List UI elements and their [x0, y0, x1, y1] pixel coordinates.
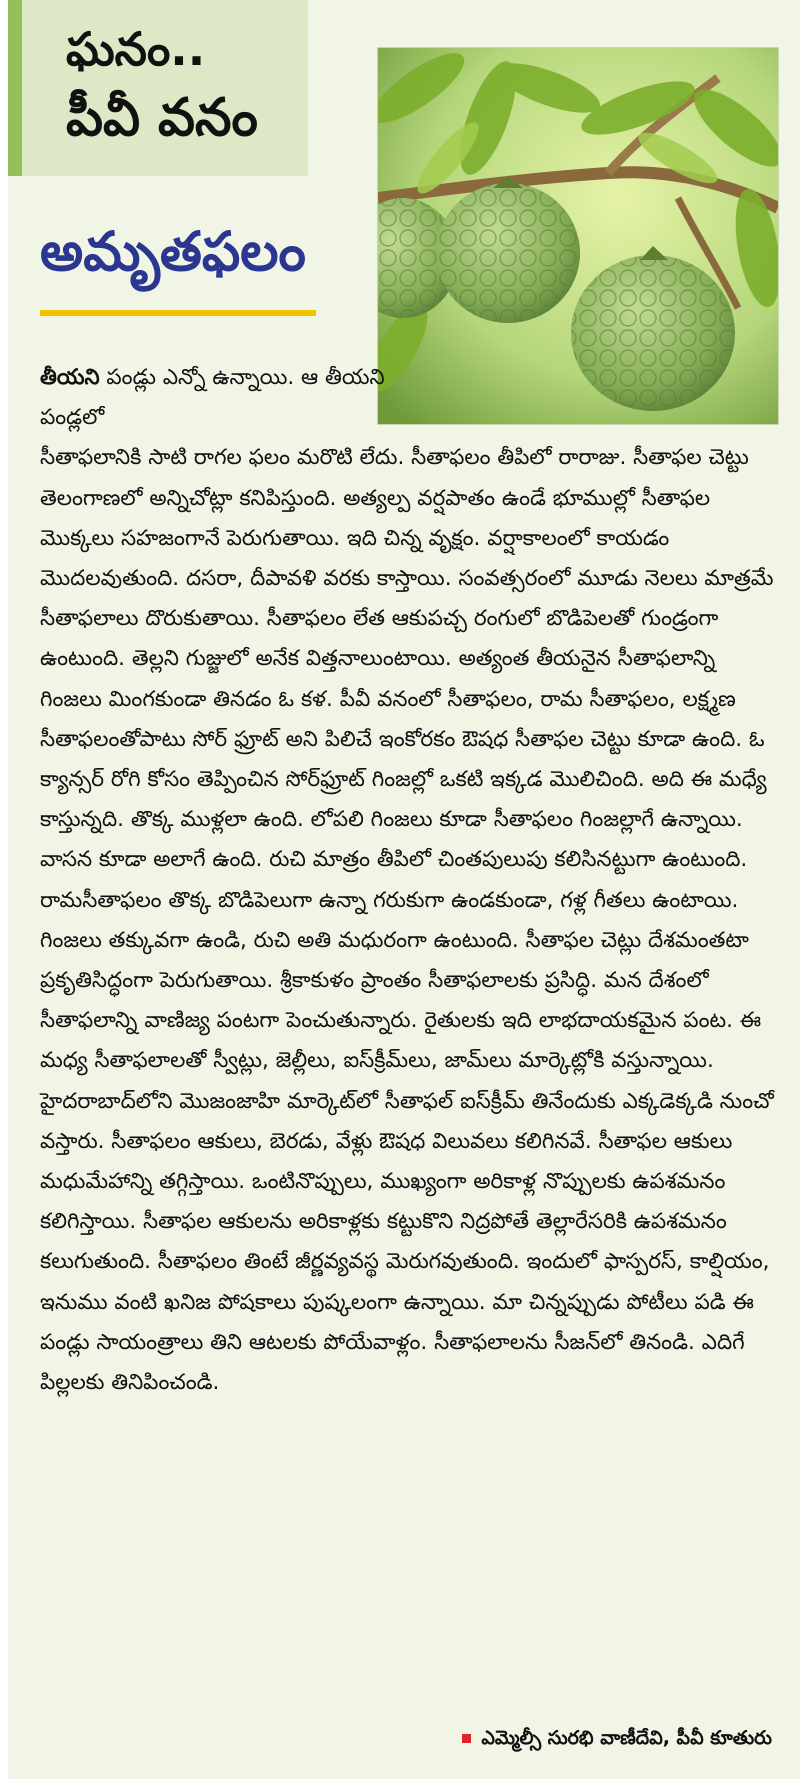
article-body	[40, 358, 780, 1403]
article-paragraph: సీతాఫలానికి సాటి రాగల ఫలం మరొటి లేదు. సీతాఫలం తీపిలో రారాజు. సీతాఫల చెట్టు తెలంగాణలో అన్నిచోట్లా కనిపిస్తుంది. అత్యల్ప వర్షపాతం ఉండే భూముల్లో సీతాఫల మొక్కలు సహజంగానే పెరుగుతాయి. ఇది చిన్న వృక్షం. వర్షాకాలంలో కాయడం మొదలవుతుంది. దసరా, దీపావళి వరకు కాస్తాయి. సంవత్సరంలో మూడు నెలలు మాత్రమే సీతాఫలాలు దొరుకుతాయి. సీతాఫలం లేత ఆకుపచ్చ రంగులో బొడిపెలతో గుండ్రంగా ఉంటుంది. తెల్లని గుజ్జులో అనేక విత్తనాలుంటాయి. అత్యంత తీయనైన సీతాఫలాన్ని గింజలు మింగకుండా తినడం ఓ కళ. పీవీ వనంలో సీతాఫలం, రామ సీతాఫలం, లక్ష్మణ సీతాఫలంతోపాటు సోర్ ఫ్రూట్ అని పిలిచే ఇంకోరకం ఔషధ సీతాఫల చెట్టు కూడా ఉంది. ఓ క్యాన్సర్ రోగి కోసం తెప్పించిన సోర్‌ఫ్రూట్ గింజల్లో ఒకటి ఇక్కడ మొలిచింది. అది ఈ మధ్యే కాస్తున్నది. తొక్క ముళ్లలా ఉంది. లోపలి గింజలు కూడా సీతాఫలం గింజల్లాగే ఉన్నాయి. వాసన కూడా అలాగే ఉంది. రుచి మాత్రం తీపిలో చింతపులుపు కలిసినట్టుగా ఉంటుంది. రామసీతాఫలం తొక్క బొడిపెలుగా ఉన్నా గరుకుగా ఉండకుండా, గళ్ల గీతలు ఉంటాయి. గింజలు తక్కువగా ఉండి, రుచి అతి మధురంగా ఉంటుంది. సీతాఫల చెట్లు దేశమంతటా ప్రకృతిసిద్ధంగా పెరుగుతాయి. శ్రీకాకుళం ప్రాంతం సీతాఫలాలకు ప్రసిద్ధి. మన దేశంలో సీతాఫలాన్ని వాణిజ్య పంటగా పెంచుతున్నారు. రైతులకు ఇది లాభదాయకమైన పంట. ఈ మధ్య సీతాఫలాలతో స్వీట్లు, జెల్లీలు, ఐస్‌క్రీమ్‌లు, జామ్‌లు మార్కెట్లోకి వస్తున్నాయి. హైదరాబాద్‌లోని మొజంజాహి మార్కెట్‌లో సీతాఫల్ ఐస్‌క్రీమ్ తినేందుకు ఎక్కడెక్కడి నుంచో వస్తారు. సీతాఫలం ఆకులు, బెరడు, వేళ్లు ఔషధ విలువలు కలిగినవే. సీతాఫల ఆకులు మధుమేహాన్ని తగ్గిస్తాయి. ఒంటినొప్పులు, ముఖ్యంగా అరికాళ్ల నొప్పులకు ఉపశమనం కలిగిస్తాయి. సీతాఫల ఆకులను అరికాళ్లకు కట్టుకొని నిద్రపోతే తెల్లారేసరికి ఉపశమనం కలుగుతుంది. సీతాఫలం తింటే జీర్ణవ్యవస్థ మెరుగవుతుంది. ఇందులో ఫాస్పరస్, కాల్షియం, ఇనుము వంటి ఖనిజ పోషకాలు పుష్కలంగా ఉన్నాయి. మా చిన్నప్పుడు పోటీలు పడి ఈ పండ్లు సాయంత్రాలు తిని ఆటలకు పోయేవాళ్లం. సీతాఫలాలను సీజన్‌లో తినండి. ఎదిగే పిల్లలకు తినిపించండి.	[40, 445, 774, 1396]
title-accent-bar	[8, 0, 22, 176]
article-subtitle: అమృతఫలం	[40, 220, 306, 283]
article-lead	[40, 358, 780, 438]
byline-marker	[462, 1734, 471, 1743]
byline-author: ఎమ్మెల్సీ సురభి వాణీదేవి, పీవీ కూతురు	[481, 1727, 772, 1749]
title-box	[8, 0, 308, 176]
left-margin	[0, 0, 8, 1779]
lead-text: పండ్లు ఎన్నో ఉన్నాయి. ఆ తీయని పండ్లలో	[40, 365, 385, 431]
subtitle-underline	[40, 310, 316, 316]
byline	[462, 1727, 772, 1754]
headline-line-1: ఘనం..	[66, 22, 206, 76]
lead-bold-word: తీయని	[40, 365, 100, 390]
headline-line-2: పీవీ వనం	[66, 88, 258, 148]
